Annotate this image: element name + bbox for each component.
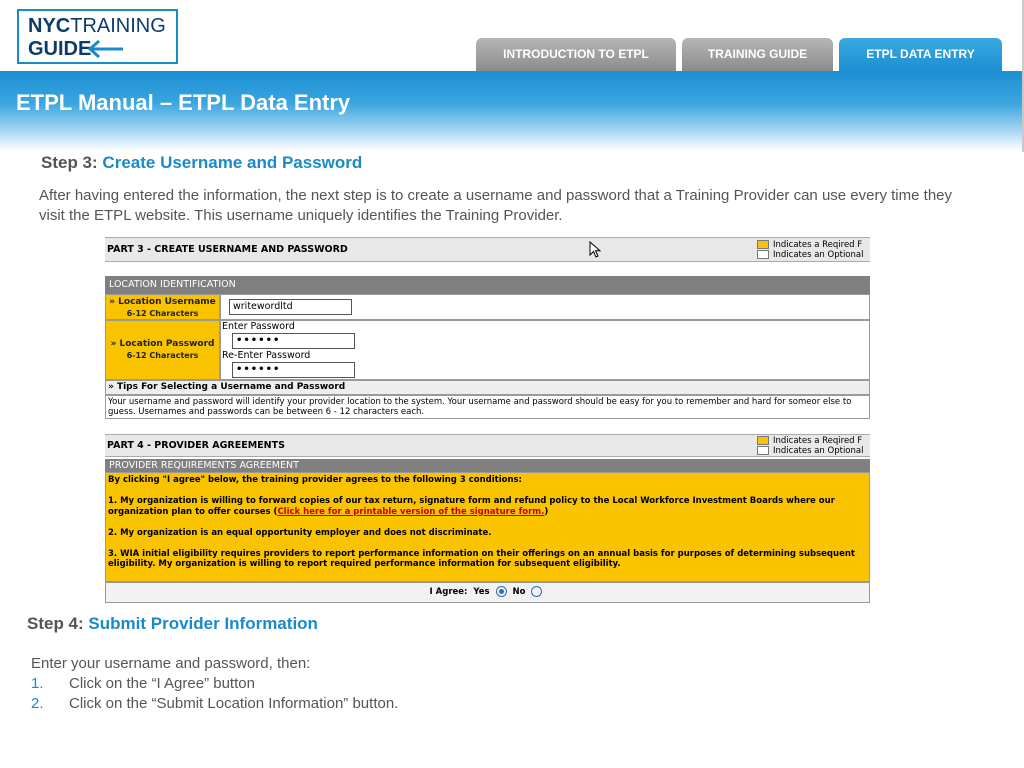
- step3-description: After having entered the information, the next step is to create a username and password that a Training Provider can use every time they visit the ETPL website. This username uniquely identifies the Training Provider.: [39, 187, 953, 224]
- logo-line-1: [28, 15, 166, 37]
- page-title: ETPL Manual – ETPL Data Entry: [16, 90, 351, 115]
- part4-title: PART 4 - PROVIDER AGREEMENTS: [107, 440, 285, 451]
- step4-item-2: [31, 694, 398, 714]
- no-label: No: [512, 587, 526, 597]
- nyc-training-guide-logo: [17, 9, 178, 64]
- legend-part3: [757, 240, 863, 260]
- username-label-cell: [105, 294, 220, 320]
- legend-optional-text: Indicates an Optional: [773, 250, 864, 260]
- username-hint: 6-12 Characters: [126, 309, 199, 318]
- form-screenshot: [105, 237, 870, 603]
- legend-optional-row-2: [757, 446, 863, 456]
- legend-required-text: Indicates a Reqired F: [773, 240, 863, 250]
- tips-header: » Tips For Selecting a Username and Password: [105, 380, 870, 395]
- back-arrow-icon: [85, 38, 125, 60]
- mouse-cursor-icon: [589, 241, 603, 259]
- tab-introduction-to-etpl[interactable]: INTRODUCTION TO ETPL: [476, 38, 676, 72]
- required-swatch: [757, 240, 769, 249]
- yes-label: Yes: [473, 587, 490, 597]
- logo-training: TRAINING: [70, 15, 166, 37]
- step4-item-1: [31, 674, 398, 694]
- username-label: » Location Username: [109, 297, 216, 307]
- condition-1-text: 1. My organization is willing to forward copies of our tax return, signature form and refund policy to the Local Workforce Investment Boards where our organization plan to offer courses (: [108, 496, 835, 517]
- agreement-condition-2: 2. My organization is an equal opportunity employer and does not discriminate.: [108, 527, 492, 538]
- step3-heading: [41, 153, 362, 173]
- i-agree-row: [105, 582, 870, 603]
- required-swatch-2: [757, 436, 769, 445]
- agreement-intro: By clicking "I agree" below, the training provider agrees to the following 3 conditions:: [108, 475, 522, 485]
- tab-etpl-data-entry[interactable]: ETPL DATA ENTRY: [839, 38, 1002, 72]
- step3-prefix: Step 3:: [41, 153, 98, 172]
- password-label-cell: [105, 320, 220, 380]
- optional-swatch: [757, 250, 769, 259]
- step4-item-1-text: Click on the “I Agree” button: [69, 675, 255, 692]
- location-section-bar: [105, 276, 870, 294]
- reenter-password-input[interactable]: ••••••: [232, 362, 355, 378]
- step4-item-2-text: Click on the “Submit Location Information” button.: [69, 695, 399, 712]
- agreement-section-title: PROVIDER REQUIREMENTS AGREEMENT: [109, 460, 299, 471]
- password-hint: 6-12 Characters: [126, 351, 199, 360]
- legend-required-row: [757, 240, 863, 250]
- no-radio[interactable]: [531, 586, 542, 597]
- part3-header: [105, 237, 870, 262]
- logo-nyc: NYC: [28, 15, 71, 37]
- part4-header: [105, 434, 870, 457]
- password-label: » Location Password: [110, 339, 215, 349]
- enter-password-label: Enter Password: [222, 321, 295, 332]
- part3-title: PART 3 - CREATE USERNAME AND PASSWORD: [107, 244, 348, 255]
- yes-radio[interactable]: [496, 586, 507, 597]
- step3-title: Create Username and Password: [102, 153, 363, 172]
- step4-instructions: [31, 654, 398, 714]
- legend-part4: [757, 436, 863, 456]
- agreement-text-block: [105, 472, 870, 582]
- step4-prefix: Step 4:: [27, 614, 84, 633]
- agreement-condition-1: [108, 496, 867, 517]
- optional-swatch-2: [757, 446, 769, 455]
- i-agree-label: I Agree:: [429, 587, 468, 597]
- step4-item-2-number: 2.: [31, 695, 44, 712]
- step4-heading: [27, 614, 318, 634]
- step4-title: Submit Provider Information: [88, 614, 318, 633]
- location-username-input[interactable]: writewordltd: [229, 299, 352, 315]
- legend-required-text-2: Indicates a Reqired F: [773, 436, 863, 446]
- enter-password-input[interactable]: ••••••: [232, 333, 355, 349]
- reenter-password-label: Re-Enter Password: [222, 350, 311, 361]
- condition-1-end: ): [544, 506, 549, 517]
- logo-guide: GUIDE: [28, 38, 92, 60]
- agreement-section-bar: [105, 459, 870, 472]
- location-section-title: LOCATION IDENTIFICATION: [109, 279, 236, 290]
- legend-optional-row: [757, 250, 863, 260]
- step4-intro: Enter your username and password, then:: [31, 655, 311, 672]
- legend-required-row-2: [757, 436, 863, 446]
- step4-item-1-number: 1.: [31, 675, 44, 692]
- agreement-condition-3: 3. WIA initial eligibility requires providers to report performance information on their offerings on an annual basis for purposes of determining subsequent eligibility. My organization is willing to report required performance information for subsequent eligibility.: [108, 548, 855, 569]
- legend-optional-text-2: Indicates an Optional: [773, 446, 864, 456]
- tab-training-guide[interactable]: TRAINING GUIDE: [682, 38, 833, 72]
- signature-form-link[interactable]: Click here for a printable version of the signature form.: [277, 506, 545, 517]
- tips-text: Your username and password will identify your provider location to the system. Your username and password should be easy for you to remember and hard for someor else to guess. Usernames and passwords can be between 6 - 12 characters each.: [105, 395, 870, 419]
